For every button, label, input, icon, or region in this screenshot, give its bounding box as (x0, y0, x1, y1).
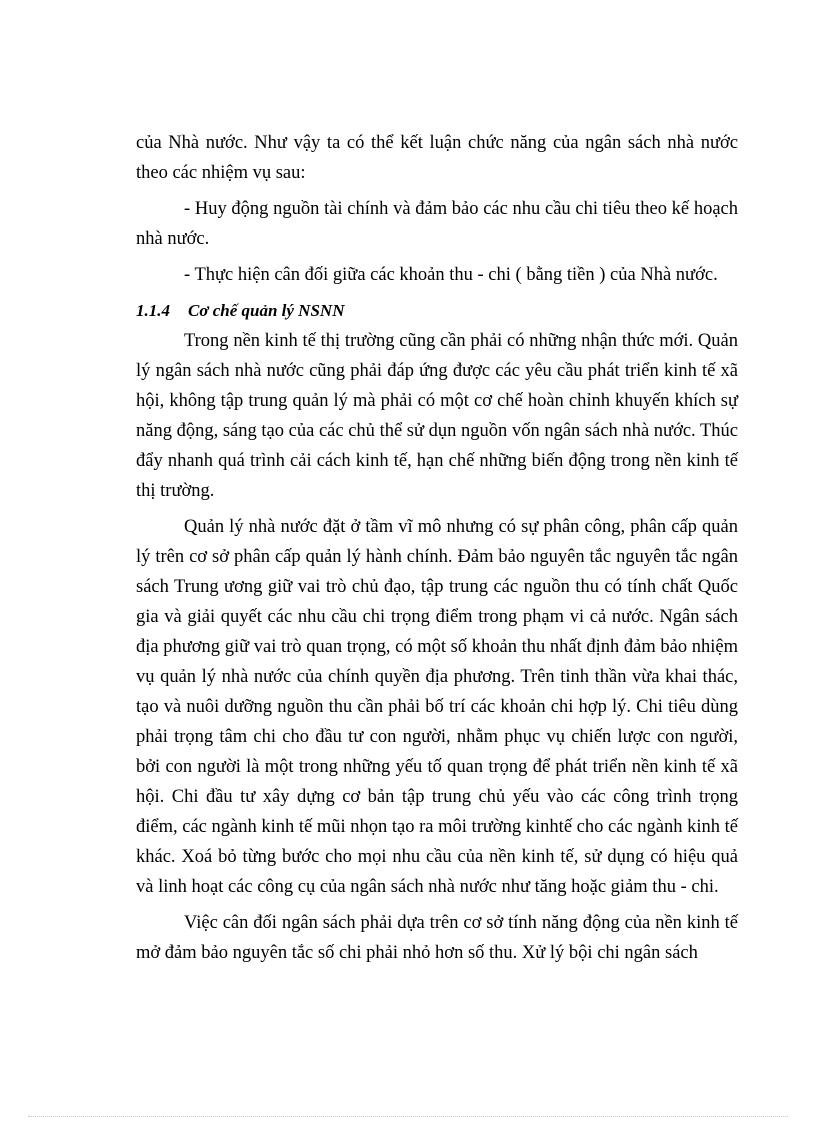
page-bottom-divider (28, 1116, 788, 1117)
bullet-paragraph: - Thực hiện cân đối giữa các khoản thu - chi ( bằng tiền ) của Nhà nước. (184, 265, 718, 285)
document-page (136, 128, 738, 974)
section-number: 1.1.4 (136, 301, 170, 320)
paragraph-continuation: của Nhà nước. Như vậy ta có thể kết luận chức năng của ngân sách nhà nước theo các nhiệm vụ sau: (136, 133, 738, 183)
body-paragraph: Trong nền kinh tế thị trường cũng cần phải có những nhận thức mới. Quản lý ngân sách nhà nước cũng phải đáp ứng được các yêu cầu phát triển kinh tế xã hội, không tập trung quản lý mà phải có một cơ chế hoàn chỉnh khuyến khích sự năng động, sáng tạo của các chủ thể sử dụn nguồn vốn ngân sách nhà nước. Thúc đẩy nhanh quá trình cải cách kinh tế, hạn chế những biến động trong nền kinh tế thị trường. (136, 331, 738, 501)
body-paragraph: Việc cân đối ngân sách phải dựa trên cơ sở tính năng động của nền kinh tế mở đảm bảo nguyên tắc số chi phải nhỏ hơn số thu. Xử lý bội chi ngân sách (136, 913, 738, 963)
section-title: Cơ chế quản lý NSNN (188, 301, 345, 320)
bullet-paragraph: - Huy động nguồn tài chính và đảm bảo các nhu cầu chi tiêu theo kế hoạch nhà nước. (136, 199, 738, 249)
body-paragraph: Quản lý nhà nước đặt ở tầm vĩ mô nhưng có sự phân công, phân cấp quản lý trên cơ sở phân cấp quản lý hành chính. Đảm bảo nguyên tắc nguyên tắc ngân sách Trung ương giữ vai trò chủ đạo, tập trung các nguồn thu có tính chất Quốc gia và giải quyết các nhu cầu chi trọng điểm trong phạm vi cả nước. Ngân sách địa phương giữ vai trò quan trọng, có một số khoản thu nhất định đảm bảo nhiệm vụ quản lý nhà nước của chính quyền địa phương. Trên tinh thần vừa khai thác, tạo và nuôi dưỡng nguồn thu cần phải bố trí các khoản chi hợp lý. Chi tiêu dùng phải trọng tâm chi cho đầu tư con người, nhằm phục vụ chiến lược con người, bởi con người là một trong những yếu tố quan trọng để phát triển nền kinh tế xã hội. Chi đầu tư xây dựng cơ bản tập trung chủ yếu vào các công trình trọng điểm, các ngành kinh tế mũi nhọn tạo ra môi trường kinhtế cho các ngành kinh tế khác. Xoá bỏ từng bước cho mọi nhu cầu của nền kinh tế, sử dụng có hiệu quả và linh hoạt các công cụ của ngân sách nhà nước như tăng hoặc giảm thu - chi. (136, 517, 738, 897)
section-heading (136, 296, 738, 326)
